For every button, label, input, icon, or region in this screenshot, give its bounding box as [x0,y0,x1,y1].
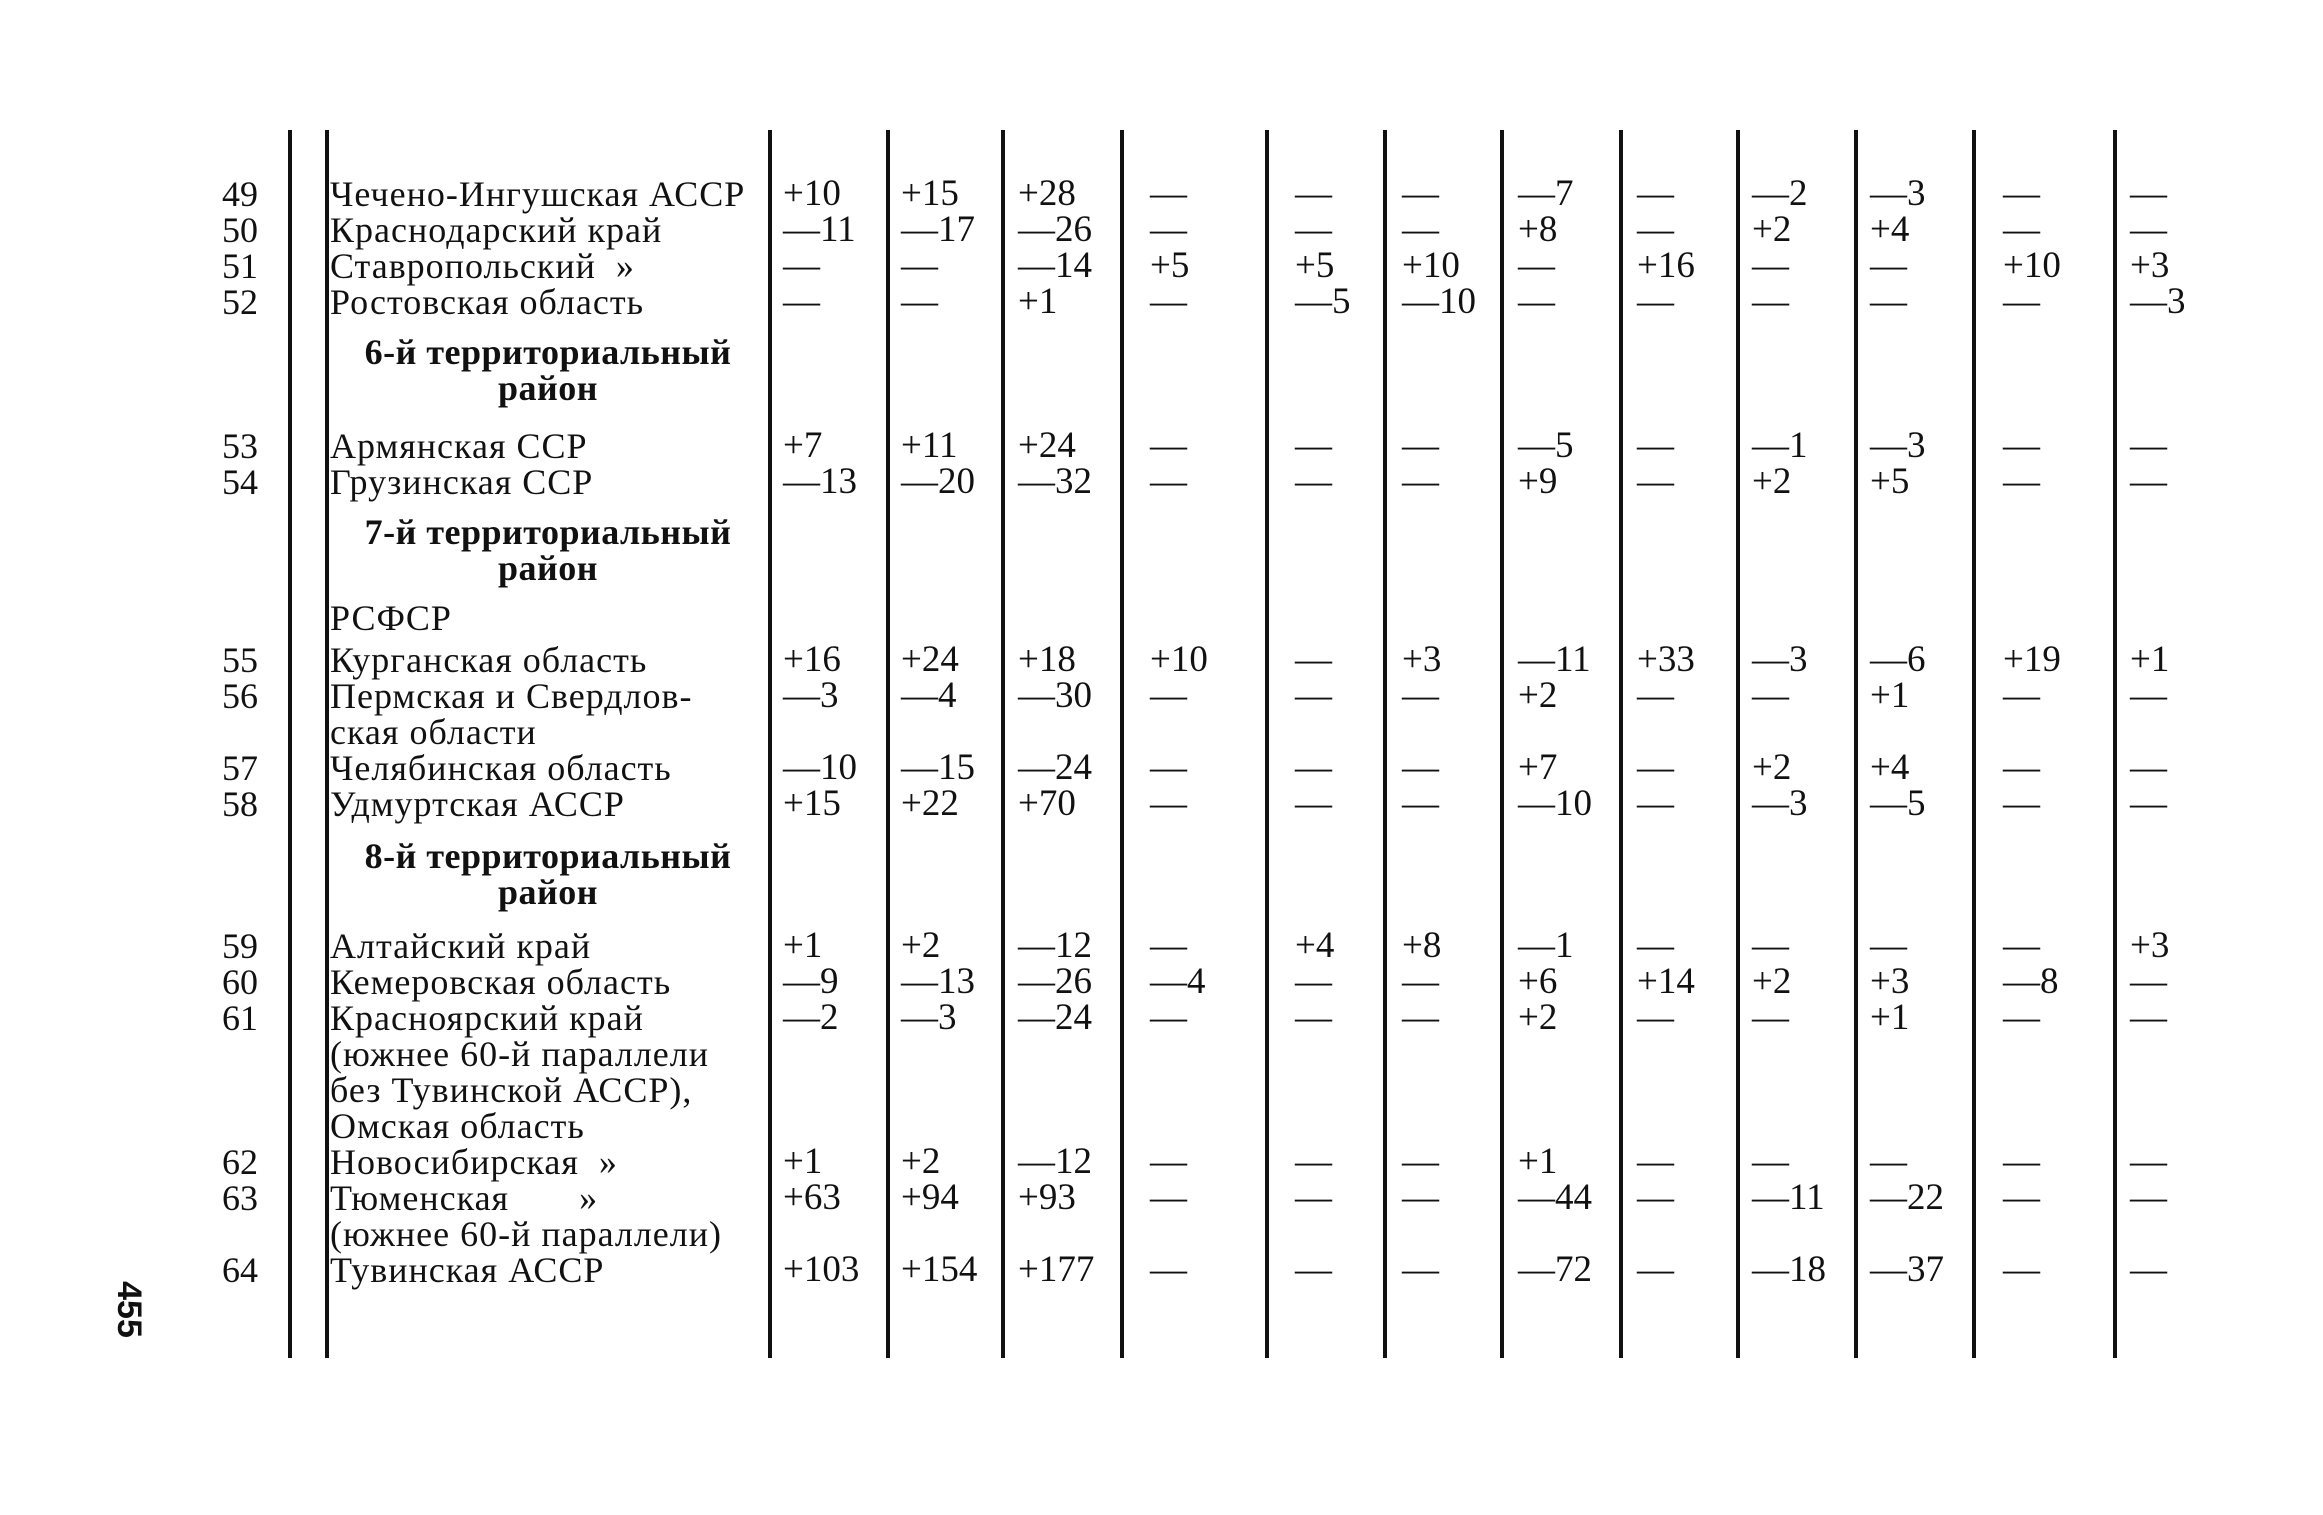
value-cell: — [2003,173,2040,214]
value-cell: +22 [901,783,959,824]
value-cell: — [1752,281,1789,322]
column-rule [768,130,772,1358]
section-header: 6-й территориальный район [364,332,732,408]
value-cell: — [2003,997,2040,1038]
value-cell: — [1150,997,1187,1038]
value-cell: —3 [1752,639,1808,680]
value-cell: —10 [783,747,857,788]
region-name: Чечено-Ингушская АССР [330,174,746,214]
value-cell: —6 [1870,639,1926,680]
value-cell: — [1402,1177,1439,1218]
region-name: Алтайский край [330,926,592,966]
value-cell: — [1150,1177,1187,1218]
region-name: Краснодарский край [330,210,663,250]
value-cell: +2 [901,925,941,966]
value-cell: +2 [1752,747,1792,788]
region-name: ская области [330,712,537,752]
value-cell: —20 [901,461,975,502]
value-cell: — [1150,461,1187,502]
value-cell: +9 [1518,461,1558,502]
region-name: Красноярский край [330,998,644,1038]
page-number: 455 [109,1281,148,1338]
value-cell: +1 [1518,1141,1558,1182]
row-number: 59 [222,926,258,966]
value-cell: — [1295,173,1332,214]
value-cell: +6 [1518,961,1558,1002]
value-cell: —30 [1018,675,1092,716]
value-cell: +19 [2003,639,2061,680]
section-header: 7-й территориальный район [364,512,732,588]
value-cell: —3 [1752,783,1808,824]
value-cell: +3 [2130,925,2170,966]
row-number: 53 [222,426,258,466]
value-cell: +1 [783,925,823,966]
value-cell: — [1150,209,1187,250]
region-name: Удмуртская АССР [330,784,625,824]
value-cell: — [1295,425,1332,466]
value-cell: — [2130,1249,2167,1290]
value-cell: +4 [1870,209,1910,250]
row-number: 61 [222,998,258,1038]
value-cell: —3 [1870,425,1926,466]
region-name: Курганская область [330,640,648,680]
value-cell: — [1752,997,1789,1038]
value-cell: +11 [901,425,958,466]
column-rule [325,130,329,1358]
value-cell: +10 [1402,245,1460,286]
value-cell: — [1150,783,1187,824]
value-cell: —10 [1518,783,1592,824]
column-rule [1736,130,1740,1358]
value-cell: —7 [1518,173,1574,214]
value-cell: — [2003,675,2040,716]
value-cell: +63 [783,1177,841,1218]
value-cell: +2 [1518,675,1558,716]
value-cell: — [1870,281,1907,322]
value-cell: — [1637,173,1674,214]
value-cell: +70 [1018,783,1076,824]
value-cell: +4 [1295,925,1335,966]
region-name: Новосибирская » [330,1142,618,1182]
value-cell: —5 [1870,783,1926,824]
value-cell: +10 [2003,245,2061,286]
value-cell: — [2130,209,2167,250]
value-cell: — [1637,1141,1674,1182]
value-cell: —37 [1870,1249,1944,1290]
value-cell: — [1295,675,1332,716]
value-cell: —18 [1752,1249,1826,1290]
region-name: Омская область [330,1106,585,1146]
region-name: Грузинская ССР [330,462,594,502]
value-cell: — [2003,461,2040,502]
value-cell: —12 [1018,1141,1092,1182]
value-cell: — [2003,747,2040,788]
value-cell: +5 [1295,245,1335,286]
value-cell: — [1752,675,1789,716]
value-cell: +16 [1637,245,1695,286]
value-cell: —3 [783,675,839,716]
value-cell: — [1752,245,1789,286]
row-number: 64 [222,1250,258,1290]
value-cell: +24 [901,639,959,680]
value-cell: — [2003,783,2040,824]
value-cell: +2 [901,1141,941,1182]
value-cell: — [1402,1141,1439,1182]
value-cell: — [1402,461,1439,502]
value-cell: +4 [1870,747,1910,788]
value-cell: +3 [1870,961,1910,1002]
value-cell: —17 [901,209,975,250]
value-cell: —11 [1518,639,1591,680]
value-cell: +15 [783,783,841,824]
value-cell: — [2003,209,2040,250]
value-cell: +28 [1018,173,1076,214]
value-cell: +2 [1752,461,1792,502]
value-cell: — [1637,783,1674,824]
value-cell: — [1150,1249,1187,1290]
value-cell: — [2130,675,2167,716]
value-cell: — [2130,461,2167,502]
value-cell: — [1637,925,1674,966]
value-cell: —24 [1018,747,1092,788]
value-cell: — [1150,747,1187,788]
row-number: 55 [222,640,258,680]
value-cell: — [1150,925,1187,966]
value-cell: — [1150,675,1187,716]
column-rule [2113,130,2117,1358]
value-cell: — [1518,281,1555,322]
value-cell: — [1150,281,1187,322]
value-cell: +7 [1518,747,1558,788]
row-number: 51 [222,246,258,286]
row-number: 49 [222,174,258,214]
value-cell: +94 [901,1177,959,1218]
value-cell: —11 [783,209,856,250]
value-cell: —4 [901,675,957,716]
region-name: (южнее 60-й параллели) [330,1214,723,1254]
value-cell: +3 [2130,245,2170,286]
value-cell: +14 [1637,961,1695,1002]
column-rule [1383,130,1387,1358]
value-cell: — [2130,1177,2167,1218]
value-cell: —9 [783,961,839,1002]
value-cell: — [1402,783,1439,824]
value-cell: —2 [783,997,839,1038]
row-number: 56 [222,676,258,716]
value-cell: —72 [1518,1249,1592,1290]
value-cell: +2 [1518,997,1558,1038]
region-name: Армянская ССР [330,426,588,466]
column-rule [886,130,890,1358]
value-cell: —11 [1752,1177,1825,1218]
row-number: 63 [222,1178,258,1218]
row-number: 58 [222,784,258,824]
value-cell: — [1637,209,1674,250]
value-cell: +24 [1018,425,1076,466]
value-cell: — [1870,245,1907,286]
value-cell: — [1402,675,1439,716]
value-cell: — [1150,425,1187,466]
value-cell: —14 [1018,245,1092,286]
value-cell: +8 [1518,209,1558,250]
value-cell: +1 [1018,281,1058,322]
row-number: 50 [222,210,258,250]
section-header: 8-й территориальный район [364,836,732,912]
value-cell: — [1752,925,1789,966]
value-cell: —13 [901,961,975,1002]
value-cell: — [2003,1141,2040,1182]
value-cell: —22 [1870,1177,1944,1218]
value-cell: —26 [1018,961,1092,1002]
value-cell: —3 [901,997,957,1038]
value-cell: —1 [1752,425,1808,466]
value-cell: — [2003,1249,2040,1290]
value-cell: — [1150,173,1187,214]
section-subheader: РСФСР [330,598,452,638]
value-cell: — [1870,925,1907,966]
value-cell: — [2003,425,2040,466]
value-cell: — [1752,1141,1789,1182]
region-name: без Тувинской АССР), [330,1070,693,1110]
value-cell: — [2003,925,2040,966]
value-cell: — [1402,209,1439,250]
value-cell: — [2130,173,2167,214]
value-cell: — [1295,961,1332,1002]
value-cell: +8 [1402,925,1442,966]
value-cell: +5 [1150,245,1190,286]
region-name: (южнее 60-й параллели [330,1034,710,1074]
region-name: Кемеровская область [330,962,672,1002]
value-cell: +16 [783,639,841,680]
value-cell: —5 [1295,281,1351,322]
row-number: 62 [222,1142,258,1182]
value-cell: +103 [783,1249,860,1290]
value-cell: — [1637,461,1674,502]
row-number: 57 [222,748,258,788]
value-cell: —2 [1752,173,1808,214]
value-cell: — [1637,747,1674,788]
region-name: Пермская и Свердлов- [330,676,693,716]
value-cell: — [1402,747,1439,788]
value-cell: —5 [1518,425,1574,466]
value-cell: +18 [1018,639,1076,680]
value-cell: +2 [1752,961,1792,1002]
value-cell: —4 [1150,961,1206,1002]
value-cell: —15 [901,747,975,788]
value-cell: +33 [1637,639,1695,680]
value-cell: —32 [1018,461,1092,502]
value-cell: +1 [1870,997,1910,1038]
column-rule [1854,130,1858,1358]
value-cell: — [1402,425,1439,466]
value-cell: —12 [1018,925,1092,966]
value-cell: —3 [1870,173,1926,214]
value-cell: — [1637,1249,1674,1290]
value-cell: — [1295,1249,1332,1290]
value-cell: — [2130,783,2167,824]
value-cell: — [1402,173,1439,214]
value-cell: +10 [783,173,841,214]
value-cell: — [1402,1249,1439,1290]
value-cell: — [2130,425,2167,466]
value-cell: — [1637,425,1674,466]
value-cell: —24 [1018,997,1092,1038]
region-name: Челябинская область [330,748,672,788]
value-cell: — [1150,1141,1187,1182]
value-cell: —3 [2130,281,2186,322]
value-cell: +1 [1870,675,1910,716]
value-cell: — [1870,1141,1907,1182]
value-cell: — [901,281,938,322]
value-cell: +1 [2130,639,2170,680]
value-cell: — [2130,997,2167,1038]
value-cell: —13 [783,461,857,502]
value-cell: +15 [901,173,959,214]
value-cell: — [1295,747,1332,788]
column-rule [1265,130,1269,1358]
value-cell: — [1518,245,1555,286]
value-cell: — [783,245,820,286]
value-cell: — [901,245,938,286]
value-cell: — [1295,461,1332,502]
value-cell: — [1295,209,1332,250]
value-cell: —44 [1518,1177,1592,1218]
value-cell: — [1295,997,1332,1038]
value-cell: — [783,281,820,322]
value-cell: — [2130,1141,2167,1182]
value-cell: —1 [1518,925,1574,966]
value-cell: —26 [1018,209,1092,250]
value-cell: +177 [1018,1249,1095,1290]
value-cell: — [1295,639,1332,680]
row-number: 52 [222,282,258,322]
column-rule [1500,130,1504,1358]
value-cell: — [1637,1177,1674,1218]
value-cell: —10 [1402,281,1476,322]
value-cell: +93 [1018,1177,1076,1218]
value-cell: —8 [2003,961,2059,1002]
value-cell: — [1295,783,1332,824]
value-cell: — [2003,281,2040,322]
value-cell: — [2130,747,2167,788]
value-cell: — [1637,997,1674,1038]
row-number: 54 [222,462,258,502]
value-cell: +2 [1752,209,1792,250]
region-name: Тувинская АССР [330,1250,605,1290]
value-cell: — [1295,1177,1332,1218]
value-cell: — [2003,1177,2040,1218]
value-cell: +5 [1870,461,1910,502]
region-name: Ростовская область [330,282,644,322]
value-cell: — [1402,997,1439,1038]
column-rule [1001,130,1005,1358]
value-cell: +1 [783,1141,823,1182]
value-cell: — [1295,1141,1332,1182]
value-cell: +10 [1150,639,1208,680]
region-name: Тюменская » [330,1178,599,1218]
value-cell: — [2130,961,2167,1002]
value-cell: +154 [901,1249,978,1290]
column-rule [288,130,292,1358]
column-rule [1972,130,1976,1358]
column-rule [1120,130,1124,1358]
value-cell: — [1637,675,1674,716]
value-cell: +3 [1402,639,1442,680]
row-number: 60 [222,962,258,1002]
value-cell: — [1402,961,1439,1002]
value-cell: — [1637,281,1674,322]
region-name: Ставропольский » [330,246,635,286]
value-cell: +7 [783,425,823,466]
column-rule [1619,130,1623,1358]
